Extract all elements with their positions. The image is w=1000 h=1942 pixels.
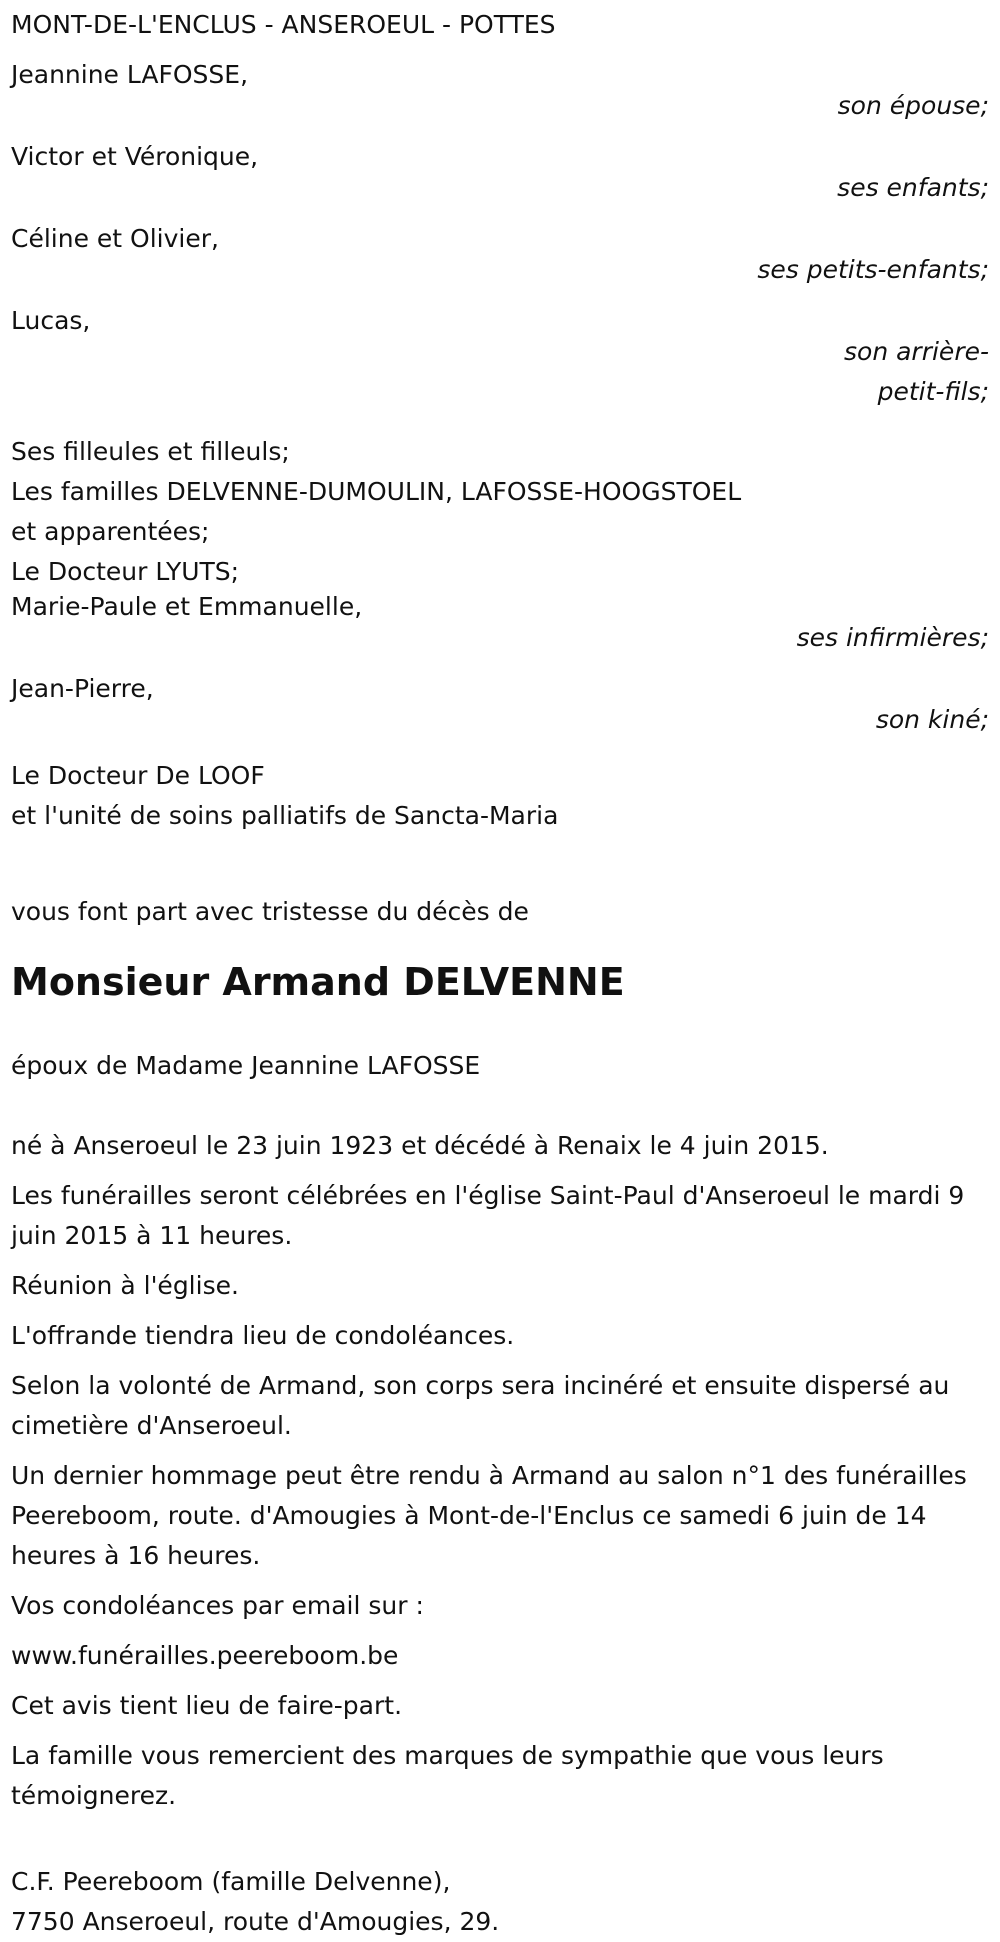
signature-block <box>11 1862 989 1942</box>
detail-funeral: Les funérailles seront célébrées en l'église Saint-Paul d'Anseroeul le mardi 9 juin 2015 à 11 heures. <box>11 1181 965 1250</box>
mourner-line: Ses filleules et filleuls; <box>11 437 290 466</box>
mourner-line: Les familles DELVENNE-DUMOULIN, LAFOSSE-HOOGSTOEL <box>11 477 742 506</box>
mourner-line: et apparentées; <box>11 517 210 546</box>
relative-role-line: petit-fils; <box>877 377 989 406</box>
mourner-line: Le Docteur LYUTS; <box>11 557 240 586</box>
relative-entry <box>11 142 989 204</box>
detail-email-intro: Vos condoléances par email sur : <box>11 1591 424 1620</box>
detail-tribute: Un dernier hommage peut être rendu à Armand au salon n°1 des funérailles Peereboom, route. d'Amougies à Mont-de-l'Enclus ce samedi 6 juin de 14 heures à 16 heures. <box>11 1461 967 1570</box>
detail-cremation: Selon la volonté de Armand, son corps sera incinéré et ensuite dispersé au cimetière d'Anseroeul. <box>11 1371 950 1440</box>
signature-line-2: 7750 Anseroeul, route d'Amougies, 29. <box>11 1907 500 1936</box>
palliative-line: Le Docteur De LOOF <box>11 761 265 790</box>
detail-birth-death: né à Anseroeul le 23 juin 1923 et décédé à Renaix le 4 juin 2015. <box>11 1131 829 1160</box>
detail-meeting: Réunion à l'église. <box>11 1271 239 1300</box>
caregiver-name: Jean-Pierre, <box>11 674 154 703</box>
detail-thanks: La famille vous remercient des marques de sympathie que vous leurs témoignerez. <box>11 1741 884 1810</box>
relative-name: Céline et Olivier, <box>11 224 219 253</box>
relative-role: ses petits-enfants; <box>757 255 989 284</box>
detail-offering: L'offrande tiendra lieu de condoléances. <box>11 1321 515 1350</box>
caregiver-role: son kiné; <box>875 705 989 734</box>
relative-role: ses enfants; <box>837 173 989 202</box>
palliative-line: et l'unité de soins palliatifs de Sancta-Maria <box>11 801 559 830</box>
announcement-text: vous font part avec tristesse du décès de <box>11 897 529 926</box>
relative-name: Lucas, <box>11 306 91 335</box>
detail-website: www.funérailles.peereboom.be <box>11 1641 399 1670</box>
caregiver-role: ses infirmières; <box>796 623 989 652</box>
spacer <box>11 1826 989 1862</box>
location-heading: MONT-DE-L'ENCLUS - ANSEROEUL - POTTES <box>11 10 556 39</box>
relative-entry <box>11 224 989 286</box>
caregiver-entry <box>11 592 989 654</box>
caregiver-entry <box>11 674 989 736</box>
relative-entry <box>11 60 989 122</box>
caregiver-name: Marie-Paule et Emmanuelle, <box>11 592 363 621</box>
signature-line-1: C.F. Peereboom (famille Delvenne), <box>11 1867 451 1896</box>
relative-role: son épouse; <box>837 91 989 120</box>
mourners-list <box>11 432 989 592</box>
relative-role <box>11 332 989 412</box>
relative-role-line: son arrière- <box>844 337 989 366</box>
deceased-spouse: époux de Madame Jeannine LAFOSSE <box>11 1051 481 1080</box>
palliative-care <box>11 756 989 836</box>
deceased-name: Monsieur Armand DELVENNE <box>11 960 625 1004</box>
relative-name: Jeannine LAFOSSE, <box>11 60 249 89</box>
detail-notice: Cet avis tient lieu de faire-part. <box>11 1691 403 1720</box>
relative-name: Victor et Véronique, <box>11 142 259 171</box>
relative-entry <box>11 306 989 412</box>
